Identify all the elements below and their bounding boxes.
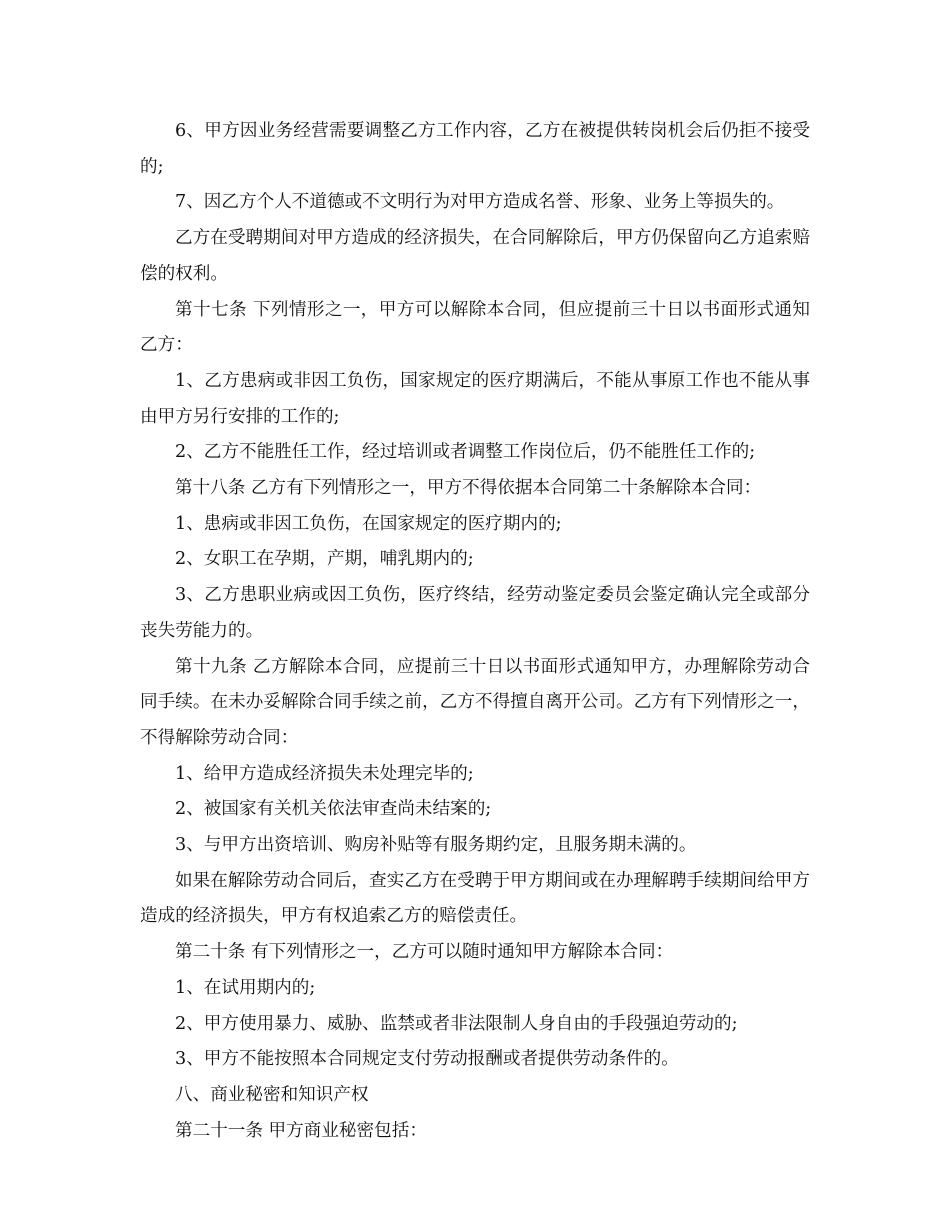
paragraph: 1、在试用期内的; [175, 977, 316, 998]
article-21-heading: 第二十一条 甲方商业秘密包括： [175, 1120, 427, 1141]
article-19-heading: 第十九条 乙方解除本合同，应提前三十日以书面形式通知甲方，办理解除劳动合同手续。在未办妥解除合同手续之前，乙方不得擅自离开公司。乙方有下列情形之一，不得解除劳动合同： [140, 656, 810, 748]
article-17-heading: 第十七条 下列情形之一，甲方可以解除本合同，但应提前三十日以书面形式通知乙方： [140, 299, 810, 356]
document-body [140, 114, 810, 1149]
paragraph: 3、乙方患职业病或因工负伤，医疗终结，经劳动鉴定委员会鉴定确认完全或部分丧失劳能力的。 [140, 585, 810, 641]
section-8-heading: 八、商业秘密和知识产权 [175, 1084, 369, 1105]
paragraph: 2、被国家有关机关依法审查尚未结案的; [175, 799, 492, 820]
paragraph: 3、甲方不能按照本合同规定支付劳动报酬或者提供劳动条件的。 [175, 1049, 679, 1070]
paragraph: 1、患病或非因工负伤，在国家规定的医疗期内的; [175, 513, 562, 534]
paragraph: 2、甲方使用暴力、威胁、监禁或者非法限制人身自由的手段强迫劳动的; [175, 1013, 738, 1034]
paragraph: 6、甲方因业务经营需要调整乙方工作内容，乙方在被提供转岗机会后仍拒不接受的; [140, 121, 810, 177]
paragraph: 1、给甲方造成经济损失未处理完毕的; [175, 763, 474, 784]
paragraph: 如果在解除劳动合同后，查实乙方在受聘于甲方期间或在办理解聘手续期间给甲方造成的经济损失，甲方有权追索乙方的赔偿责任。 [140, 870, 810, 927]
article-18-heading: 第十八条 乙方有下列情形之一，甲方不得依据本合同第二十条解除本合同： [175, 478, 762, 499]
paragraph: 乙方在受聘期间对甲方造成的经济损失，在合同解除后，甲方仍保留向乙方追索赔偿的权利。 [140, 228, 810, 284]
paragraph: 1、乙方患病或非因工负伤，国家规定的医疗期满后，不能从事原工作也不能从事由甲方另行安排的工作的; [140, 370, 810, 427]
paragraph: 2、女职工在孕期，产期，哺乳期内的; [175, 549, 474, 570]
paragraph: 7、因乙方个人不道德或不文明行为对甲方造成名誉、形象、业务上等损失的。 [175, 192, 785, 213]
paragraph: 3、与甲方出资培训、购房补贴等有服务期约定，且服务期未满的。 [175, 835, 697, 856]
paragraph: 2、乙方不能胜任工作，经过培训或者调整工作岗位后，仍不能胜任工作的; [175, 442, 756, 463]
article-20-heading: 第二十条 有下列情形之一，乙方可以随时通知甲方解除本合同： [175, 942, 674, 963]
